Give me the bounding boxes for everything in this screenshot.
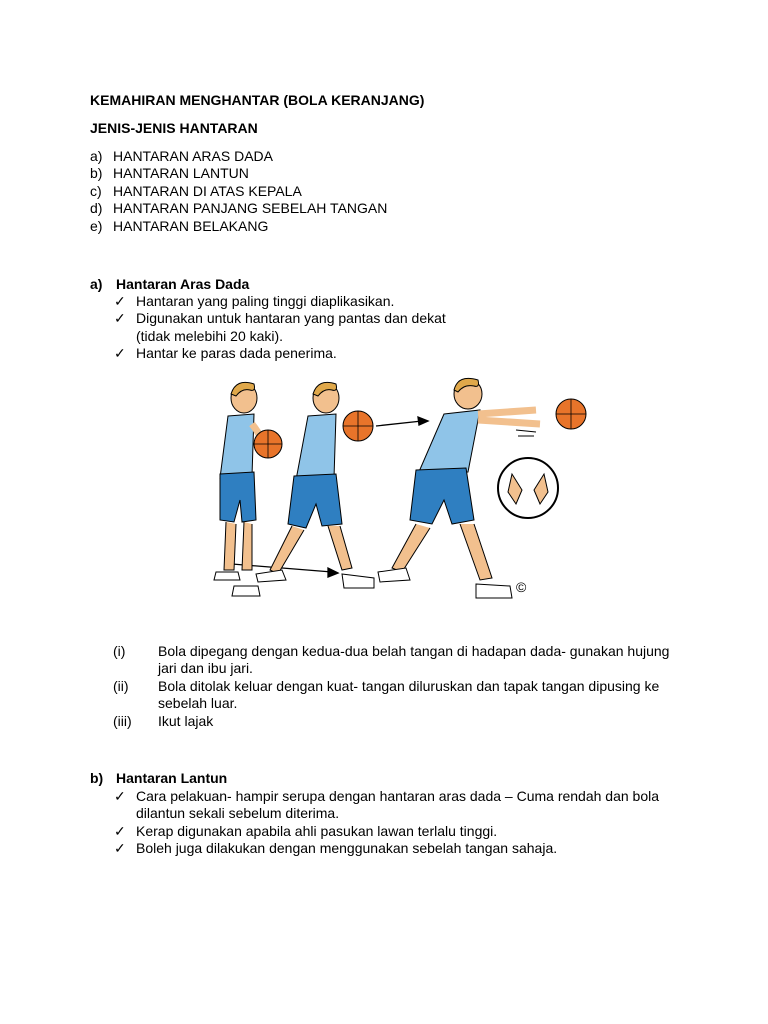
section-a-title: a) Hantaran Aras Dada <box>90 276 250 292</box>
list-item: b) HANTARAN LANTUN <box>90 165 249 182</box>
list-item: a) HANTARAN ARAS DADA <box>90 148 273 164</box>
player-figure-stepping <box>256 382 374 588</box>
section-a-points <box>114 293 676 363</box>
list-item: (ii) Bola ditolak keluar dengan kuat- tangan diluruskan dan tapak tangan dipusing ke sebelah luar. <box>113 677 660 712</box>
hand-detail-inset <box>498 458 558 518</box>
player-figure-holding <box>214 382 282 596</box>
chest-pass-illustration <box>196 374 596 606</box>
list-item: ✓ Digunakan untuk hantaran yang pantas dan dekat (tidak melebihi 20 kaki). <box>114 310 446 344</box>
list-item: ✓ Cara pelakuan- hampir serupa dengan hantaran aras dada – Cuma rendah dan bola dilantun sekali sebelum diterima. <box>114 788 660 822</box>
list-item: (i) Bola dipegang dengan kedua-dua belah tangan di hadapan dada- gunakan hujung jari dan ibu jari. <box>113 643 670 677</box>
list-item: c) HANTARAN DI ATAS KEPALA <box>90 182 302 199</box>
check-icon: ✓ <box>114 822 126 839</box>
check-icon: ✓ <box>114 788 126 804</box>
list-item: d) HANTARAN PANJANG SEBELAH TANGAN <box>90 200 388 217</box>
check-icon: ✓ <box>114 310 126 327</box>
list-item: ✓ Boleh juga dilakukan dengan menggunakan sebelah tangan sahaja. <box>114 840 558 857</box>
list-item: e) HANTARAN BELAKANG <box>90 217 269 234</box>
list-item: ✓ Hantaran yang paling tinggi diaplikasikan. <box>114 293 395 309</box>
document-subtitle: JENIS-JENIS HANTARAN <box>90 120 258 136</box>
list-item: (iii) Ikut lajak <box>113 712 214 729</box>
check-icon: ✓ <box>114 345 126 362</box>
section-b-points <box>114 788 676 858</box>
pass-types-list <box>90 148 387 235</box>
list-item: ✓ Hantar ke paras dada penerima. <box>114 345 337 362</box>
list-item: ✓ Kerap digunakan apabila ahli pasukan lawan terlalu tinggi. <box>114 822 498 839</box>
document-title: KEMAHIRAN MENGHANTAR (BOLA KERANJANG) <box>90 92 425 108</box>
copyright-mark: © <box>516 579 527 595</box>
check-icon: ✓ <box>114 293 126 309</box>
check-icon: ✓ <box>114 840 126 857</box>
section-a-steps <box>113 643 673 730</box>
section-b-title: b) Hantaran Lantun <box>90 770 228 786</box>
